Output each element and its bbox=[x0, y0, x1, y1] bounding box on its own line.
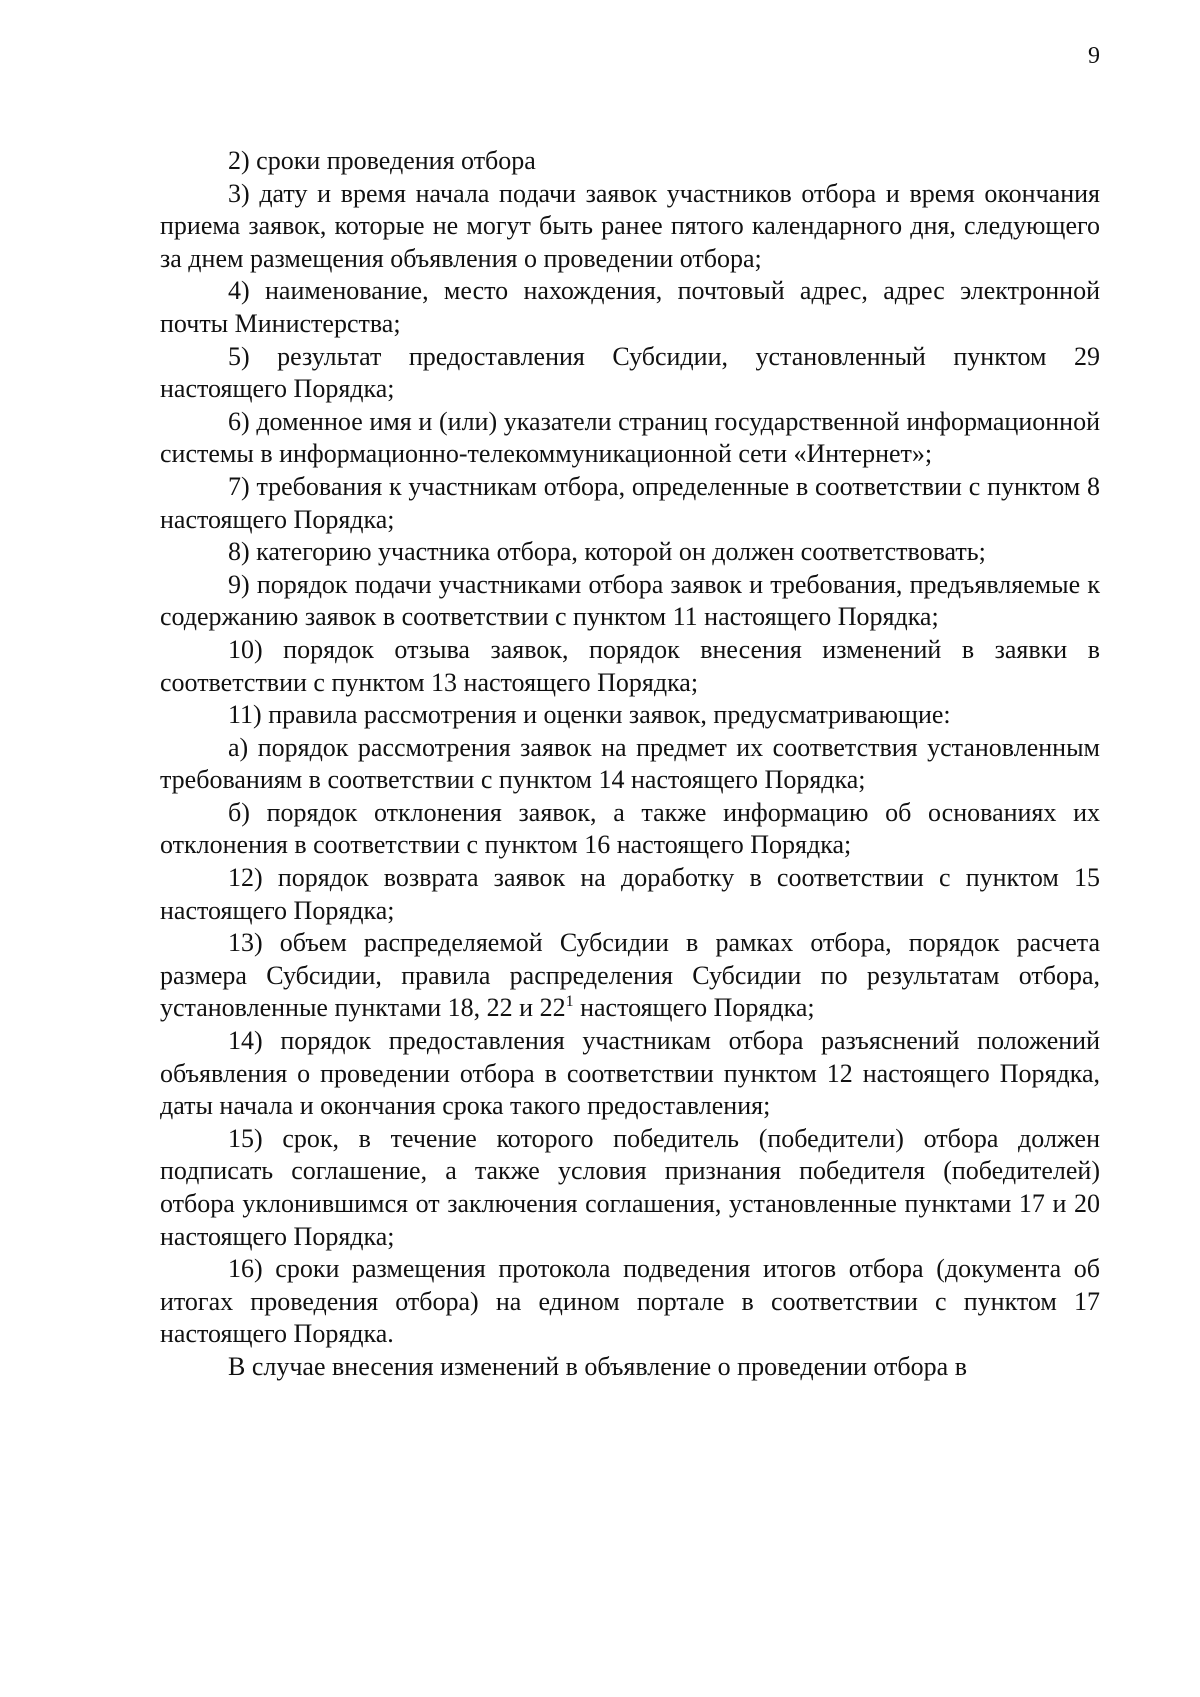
paragraph-item-15: 15) срок, в течение которого победитель (победители) отбора должен подписать соглашение, а также условия признания победителя (победителей) отбора уклонившимся от заключения соглашения, установленные пунктами 17 и 20 настоящего Порядка; bbox=[160, 1123, 1100, 1251]
paragraph-item-16: 16) сроки размещения протокола подведения итогов отбора (документа об итогах проведения отбора) на едином портале в соответствии с пунктом 17 настоящего Порядка. bbox=[160, 1254, 1100, 1349]
paragraph-item-13-text: 13) объем распределяемой Субсидии в рамках отбора, порядок расчета размера Субсидии, правила распределения Субсидии по результатам отбора, установленные пунктами 18, 22 и 22 bbox=[160, 928, 1100, 1023]
page-number: 9 bbox=[1088, 43, 1100, 69]
paragraph-item-14: 14) порядок предоставления участникам отбора разъяснений положений объявления о проведении отбора в соответствии пунктом 12 настоящего Порядка, даты начала и окончания срока такого предоставления; bbox=[160, 1026, 1100, 1121]
paragraph-item-11: 11) правила рассмотрения и оценки заявок, предусматривающие: bbox=[228, 700, 951, 730]
paragraph-item-8: 8) категорию участника отбора, которой он должен соответствовать; bbox=[228, 537, 986, 567]
paragraph-item-12: 12) порядок возврата заявок на доработку в соответствии с пунктом 15 настоящего Порядка; bbox=[160, 863, 1100, 925]
paragraph-item-9: 9) порядок подачи участниками отбора заявок и требования, предъявляемые к содержанию заявок в соответствии с пунктом 11 настоящего Порядка; bbox=[160, 569, 1100, 632]
paragraph-item-13-tail: настоящего Порядка; bbox=[573, 993, 815, 1023]
document-body bbox=[160, 145, 1100, 1384]
paragraph-item-13 bbox=[160, 927, 1100, 1025]
paragraph-closing: В случае внесения изменений в объявление о проведении отбора в bbox=[228, 1351, 967, 1381]
paragraph-item-3: 3) дату и время начала подачи заявок участников отбора и время окончания приема заявок, которые не могут быть ранее пятого календарного дня, следующего за днем размещения объявления о проведении отбора; bbox=[160, 178, 1100, 273]
paragraph-item-11b: б) порядок отклонения заявок, а также информацию об основаниях их отклонения в соответствии с пунктом 16 настоящего Порядка; bbox=[160, 797, 1100, 860]
paragraph-item-6: 6) доменное имя и (или) указатели страниц государственной информационной системы в информационно-телекоммуникационной сети «Интернет»; bbox=[160, 406, 1100, 469]
paragraph-item-11a: а) порядок рассмотрения заявок на предмет их соответствия установленным требованиям в соответствии с пунктом 14 настоящего Порядка; bbox=[160, 732, 1100, 795]
paragraph-item-5: 5) результат предоставления Субсидии, установленный пунктом 29 настоящего Порядка; bbox=[160, 341, 1100, 404]
paragraph-item-4: 4) наименование, место нахождения, почтовый адрес, адрес электронной почты Министерства; bbox=[160, 276, 1100, 338]
paragraph-item-10: 10) порядок отзыва заявок, порядок внесения изменений в заявки в соответствии с пунктом 13 настоящего Порядка; bbox=[160, 634, 1100, 697]
paragraph-item-2: 2) сроки проведения отбора bbox=[228, 146, 536, 175]
superscript-marker: 1 bbox=[565, 993, 574, 1011]
paragraph-item-7: 7) требования к участникам отбора, определенные в соответствии с пунктом 8 настоящего Порядка; bbox=[160, 471, 1100, 534]
